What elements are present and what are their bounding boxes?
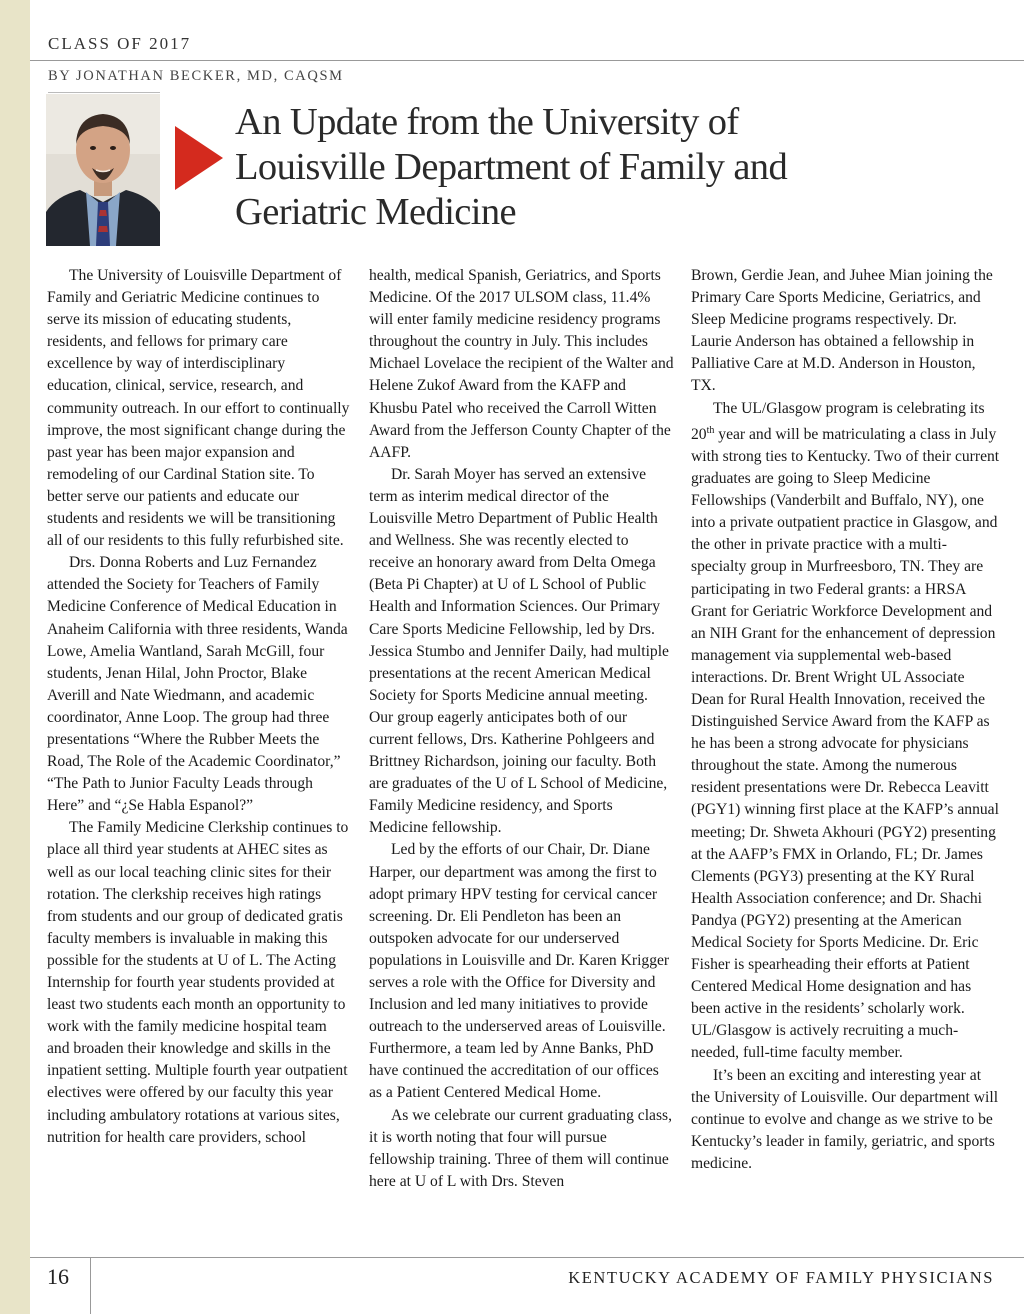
paragraph: Drs. Donna Roberts and Luz Fernandez attended the Society for Teachers of Family Medicine Conference of Medical Education in Anaheim California with three residents, Wanda Lowe, Amelia Wantland, Sarah McGill, four students, Jenan Hilal, John Proctor, Blake Averill and Nate Wiedmann, and academic coordinator, Anne Loop. The group had three presentations “Where the Rubber Meets the Road, The Role of the Academic Coordinator,” “The Path to Junior Faculty Leads through Here” and “¿Se Habla Espanol?” [47, 554, 348, 815]
author-portrait-illustration [46, 94, 160, 246]
section-label: CLASS OF 2017 [48, 34, 192, 53]
header-rule [30, 60, 1024, 61]
article-headline: An Update from the University of Louisville Department of Family and Geriatric Medicine [235, 101, 788, 233]
paragraph: It’s been an exciting and interesting year at the University of Louisville. Our department will continue to evolve and change as we strive to be Kentucky’s leader in family, geriatric, and sports medicine. [691, 1066, 999, 1172]
paragraph: The University of Louisville Department of Family and Geriatric Medicine continues to serve its mission of educating students, residents, and fellows for primary care excellence by way of interdisciplinary education, clinical, service, research, and community outreach. In our effort to continually improve, the most significant change during the past year has been major expansion and remodeling of our Cardinal Station site. To better serve our patients and educate our students and residents we will be transitioning all of our residents to this fully refurbished site. [47, 267, 350, 550]
paragraph [691, 398, 1001, 1065]
article-column-1 [47, 265, 352, 1149]
byline-rule [48, 92, 160, 93]
page-number: 16 [47, 1264, 69, 1289]
text-run: The UL/Glasgow program is celebrating its 20 [691, 399, 985, 443]
author-byline: BY JONATHAN BECKER, MD, CAQSM [48, 68, 344, 84]
ordinal-superscript: th [706, 424, 715, 436]
author-photo [46, 94, 160, 246]
footer-rule [30, 1257, 1024, 1258]
paragraph: As we celebrate our current graduating class, it is worth noting that four will pursue fellowship training. Three of them will continue here at U of L with Drs. Steven [369, 1106, 672, 1190]
article-column-2 [369, 265, 674, 1193]
paragraph: Dr. Sarah Moyer has served an extensive term as interim medical director of the Louisville Metro Department of Public Health and Wellness. She was recently elected to receive an honorary award from Delta Omega (Beta Pi Chapter) at U of L School of Public Health and Information Sciences. Our Primary Care Sports Medicine Fellowship, led by Drs. Jessica Stumbo and Jennifer Daily, had multiple presentations at the recent American Medical Society for Sports Medicine annual meeting. Our group eagerly anticipates both of our current fellows, Drs. Katherine Pohlgeers and Brittney Richardson, joining our faculty. Both are graduates of the U of L School of Medicine, Family Medicine residency, and Sports Medicine fellowship. [369, 465, 669, 837]
paragraph: Brown, Gerdie Jean, and Juhee Mian joining the Primary Care Sports Medicine, Geriatrics, and Sleep Medicine programs respectively. Dr. Laurie Anderson has obtained a fellowship in Palliative Care at M.D. Anderson in Houston, TX. [691, 267, 993, 395]
publisher-name: KENTUCKY ACADEMY OF FAMILY PHYSICIANS [568, 1268, 994, 1287]
article-column-3 [691, 265, 1001, 1175]
left-margin-strip [0, 0, 30, 1314]
paragraph: The Family Medicine Clerkship continues to place all third year students at AHEC sites as well as our local teaching clinic sites for their rotation. The clerkship receives high ratings from students and our group of dedicated gratis faculty members is invaluable in making this possible for the students at U of L. The Acting Internship for fourth year students provided at least two students each month an opportunity to work with the family medicine hospital team and broaden their knowledge and skills in the inpatient setting. Multiple fourth year outpatient electives were offered by our faculty this year including ambulatory rotations at various sites, nutrition for health care providers, school [47, 819, 349, 1146]
paragraph: health, medical Spanish, Geriatrics, and Sports Medicine. Of the 2017 ULSOM class, 11.4% will enter family medicine residency programs throughout the country in July. This includes Michael Lovelace the recipient of the Walter and Helene Zukof Award from the KAFP and Khusbu Patel who received the Carroll Witten Award from the Jefferson County Chapter of the AAFP. [369, 267, 674, 461]
paragraph: Led by the efforts of our Chair, Dr. Diane Harper, our department was among the first to adopt primary HPV testing for cervical cancer screening. Dr. Eli Pendleton has been an outspoken advocate for our underserved populations in Louisville and Dr. Karen Krigger serves a role with the Office for Diversity and Inclusion and led many initiatives to provide outreach to the underserved areas of Louisville. Furthermore, a team led by Anne Banks, PhD have continued the accreditation of our offices as a Patient Centered Medical Home. [369, 841, 670, 1102]
headline-arrow-icon [175, 126, 223, 190]
text-run: year and will be matriculating a class in July with strong ties to Kentucky. Two of their current graduates are going to Sleep Medicine Fellowships (Vanderbilt and Buffalo, NY), one into a private outpatient practice in Glasgow, and the other in private practice with a multi-specialty group in Murfreesboro, TN. They are participating in two Federal grants: a HRSA Grant for Geriatric Workforce Development and an NIH Grant for the enhancement of depression management via supplemental web-based interactions. Dr. Brent Wright UL Associate Dean for Rural Health Innovation, received the Distinguished Service Award from the KAFP as he has been a strong advocate for physicians throughout the state. Among the numerous resident presentations were Dr. Rebecca Leavitt (PGY1) winning first place at the KAFP’s annual meeting; Dr. Shweta Akhouri (PGY2) presenting at the AAFP’s FMX in Orlando, FL; Dr. James Clements (PGY3) presenting at the KY Rural Health Association conference; and Dr. Shachi Pandya (PGY2) presenting at the American Medical Society for Sports Medicine. Dr. Eric Fisher is spearheading their efforts at Patient Centered Medical Home designation and has been active in the residents’ scholarly work. UL/Glasgow is actively recruiting a much-needed, full-time faculty member. [691, 425, 1000, 1062]
footer-divider [90, 1257, 91, 1314]
